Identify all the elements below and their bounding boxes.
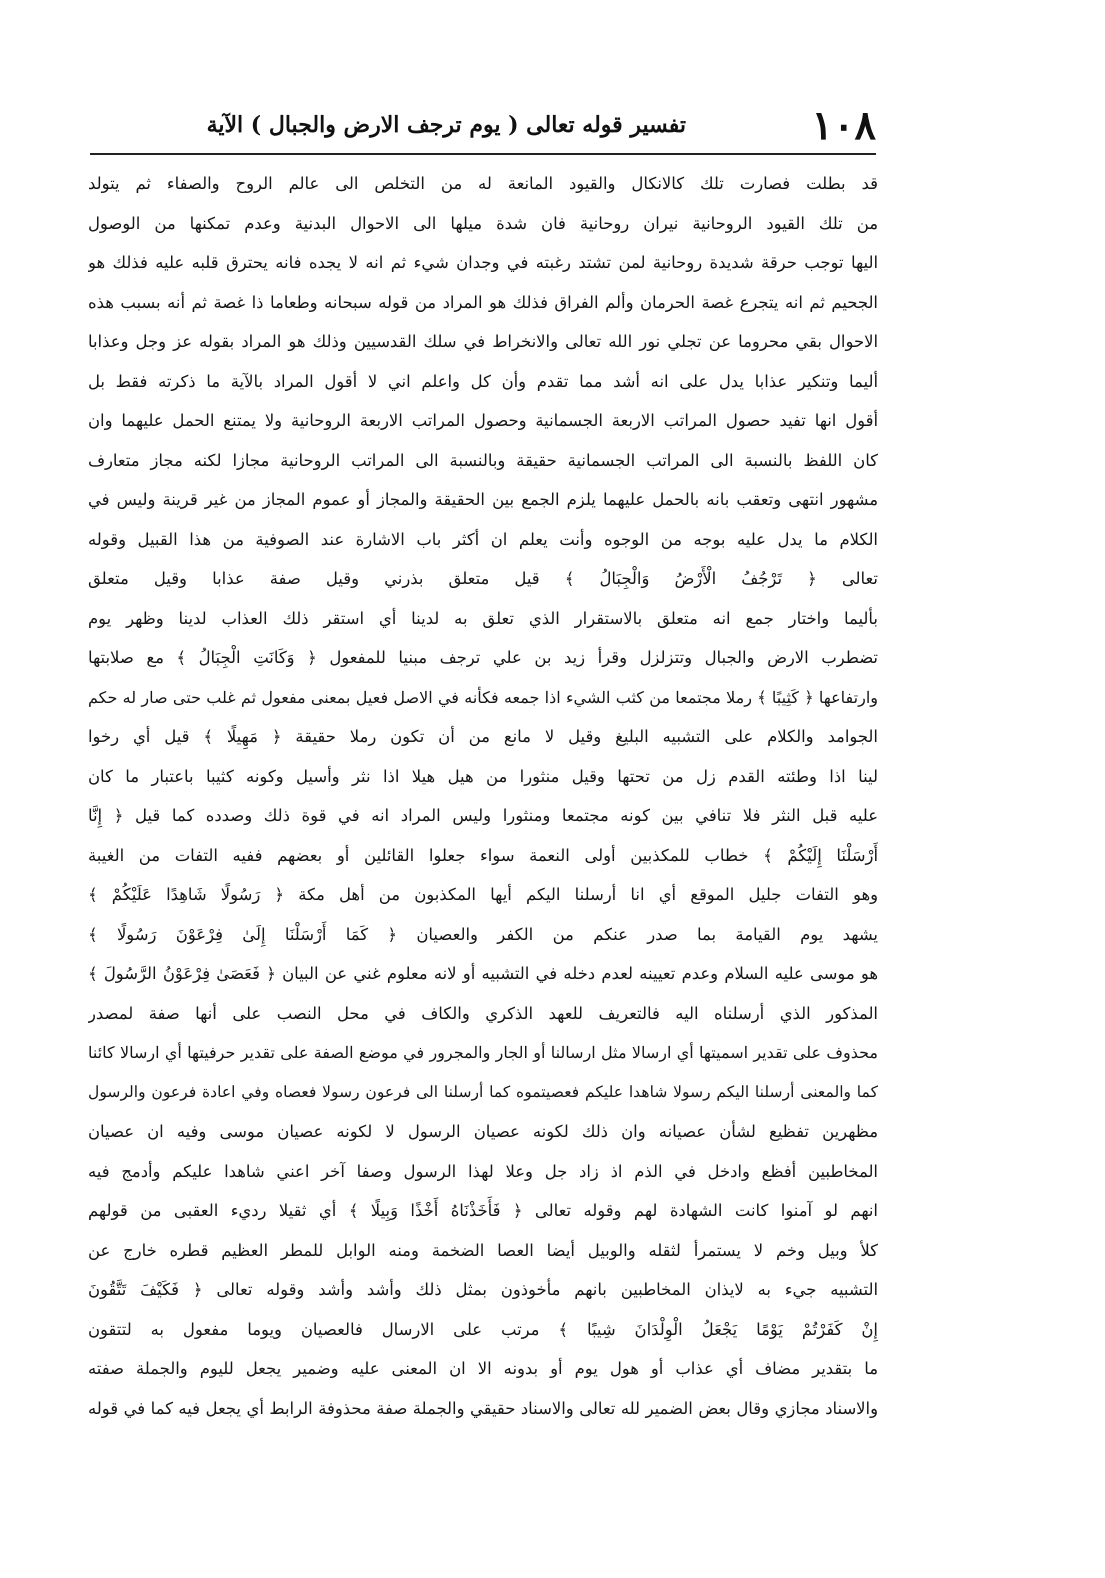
text-line: كما والمعنى أرسلنا اليكم رسولا شاهدا عليكم فعصيتموه كما أرسلنا الى فرعون رسولا فعصاه وفي اعادة فرعون والرسول xyxy=(88,1082,878,1101)
text-line: بأليما واختار جمع انه متعلق بالاستقرار الذي تعلق به لدينا أي استقر ذلك العذاب لدينا وظهر يوم xyxy=(88,608,878,628)
text-line: الجحيم ثم انه يتجرع غصة الحرمان وألم الفراق فذلك هو المراد من قوله سبحانه وطعاما ذا غصة ثم أنه بسبب هذه xyxy=(88,292,878,312)
text-line: المخاطبين أفظع وادخل في الذم اذ زاد جل وعلا لهذا الرسول وصفا آخر اعني شاهدا عليكم وأدمج فيه xyxy=(88,1161,878,1181)
body-text xyxy=(88,164,878,1428)
page-number: ١٠٨ xyxy=(811,102,876,149)
text-line: الجوامد والكلام على التشبيه البليغ وقيل لا مانع من أن تكون رملا حقيقة ﴿ مَهِيلًا ﴾ قيل أي رخوا xyxy=(88,727,878,746)
text-line: إِنْ كَفَرْتُمْ يَوْمًا يَجْعَلُ الْوِلْدَانَ شِيبًا ﴾ مرتب على الارسال فالعصيان ويوما مفعول به لتتقون xyxy=(88,1319,878,1339)
text-line: كلأ وبيل وخم لا يستمرأ لثقله والوبيل أيضا العصا الضخمة ومنه الوابل للمطر العظيم قطره خارج عن xyxy=(88,1240,878,1260)
text-line: أليما وتنكير عذابا يدل على انه أشد مما تقدم وأن كل واعلم اني لا أقول المراد بالآية ما ذكرته فقط بل xyxy=(88,371,878,391)
text-line: هو موسى عليه السلام وعدم تعيينه لعدم دخله في التشبيه أو لانه معلوم غني عن البيان ﴿ فَعَصَىٰ فِرْعَوْنُ الرَّسُولَ ﴾ xyxy=(88,964,878,983)
text-line: وارتفاعها ﴿ كَثِيبًا ﴾ رملا مجتمعا من كثب الشيء اذا جمعه فكأنه في الاصل فعيل بمعنى مفعول ثم غلب حتى صار له حكم xyxy=(88,687,878,707)
text-line: المذكور الذي أرسلناه اليه فالتعريف للعهد الذكري والكاف في محل النصب على أنها صفة لمصدر xyxy=(88,1003,878,1023)
text-line: لينا اذا وطئته القدم زل من تحتها وقيل منثورا من هيل هيلا اذا نثر وأسيل وكونه كثيبا باعتبار ما كان xyxy=(88,766,878,786)
text-line: أقول انها تفيد حصول المراتب الاربعة الجسمانية وحصول المراتب الاربعة الروحانية ولا يمتنع الحمل عليهما وان xyxy=(88,411,878,430)
text-line: مشهور انتهى وتعقب بانه بالحمل عليهما يلزم الجمع بين الحقيقة والمجاز أو عموم المجاز من غير قرينة وليس في xyxy=(88,490,878,509)
text-line: ما بتقدير مضاف أي عذاب أو هول يوم أو بدونه الا ان المعنى عليه وضمير يجعل لليوم والجملة صفته xyxy=(88,1359,878,1378)
text-line: وهو التفات جليل الموقع أي انا أرسلنا اليكم أيها المكذبون من أهل مكة ﴿ رَسُولًا شَاهِدًا عَلَيْكُمْ ﴾ xyxy=(88,885,878,904)
text-line: انهم لو آمنوا كانت الشهادة لهم وقوله تعالى ﴿ فَأَخَذْنَاهُ أَخْذًا وَبِيلًا ﴾ أي ثقيلا رديء العقبى من قولهم xyxy=(88,1201,878,1220)
text-line: الكلام ما يدل عليه بوجه من الوجوه وأنت يعلم ان أكثر باب الاشارة عند الصوفية من هذا القبيل وقوله xyxy=(88,529,878,549)
running-title: تفسير قوله تعالى ( يوم ترجف الارض والجبال ) الآية xyxy=(206,112,686,138)
text-line: مظهرين تفظيع لشأن عصيانه وان ذلك لكونه عصيان الرسول لا لكونه عصيان موسى وفيه ان عصيان xyxy=(88,1122,878,1141)
page-header xyxy=(90,96,876,156)
text-line: كان اللفظ بالنسبة الى المراتب الجسمانية حقيقة وبالنسبة الى المراتب الروحانية مجازا لكنه مجاز متعارف xyxy=(88,450,878,470)
text-line: قد بطلت فصارت تلك كالانكال والقيود المانعة له من التخلص الى عالم الروح والصفاء ثم يتولد xyxy=(88,174,878,193)
text-line: أَرْسَلْنَا إِلَيْكُمْ ﴾ خطاب للمكذبين أولى النعمة سواء جعلوا القائلين أو بعضهم ففيه التفات من الغيبة xyxy=(88,845,878,865)
text-line: محذوف على تقدير اسميتها أي ارسالا مثل ارسالنا أو الجار والمجرور في موضع الصفة على تقدير حرفيتها أي ارسالا كائنا xyxy=(88,1043,878,1062)
text-line: الاحوال بقي محروما عن تجلي نور الله تعالى والانخراط في سلك القدسيين وذلك هو المراد بقوله عز وجل وعذابا xyxy=(88,332,878,351)
text-line: من تلك القيود الروحانية نيران روحانية فان شدة ميلها الى الاحوال البدنية وعدم تمكنها من الوصول xyxy=(88,213,878,233)
text-line: عليه قبل النثر فلا تنافي بين كونه مجتمعا ومنثورا وليس المراد انه في قوة ذلك وصدده كما قيل ﴿ إِنَّا xyxy=(88,806,878,825)
text-line: يشهد يوم القيامة بما صدر عنكم من الكفر والعصيان ﴿ كَمَا أَرْسَلْنَا إِلَىٰ فِرْعَوْنَ رَسُولًا ﴾ xyxy=(88,924,878,944)
text-line: تضطرب الارض والجبال وتتزلزل وقرأ زيد بن علي ترجف مبنيا للمفعول ﴿ وَكَانَتِ الْجِبَالُ ﴾ مع صلابتها xyxy=(88,648,878,667)
text-line: والاسناد مجازي وقال بعض الضمير لله تعالى والاسناد حقيقي والجملة صفة محذوفة الرابط أي يجعل فيه كما في قوله xyxy=(88,1398,878,1418)
text-line: التشبيه جيء به لايذان المخاطبين بانهم مأخوذون بمثل ذلك وأشد وأشد وقوله تعالى ﴿ فَكَيْفَ تَتَّقُونَ xyxy=(88,1280,878,1299)
text-line: تعالى ﴿ تَرْجُفُ الْأَرْضُ وَالْجِبَالُ ﴾ قيل متعلق بذرني وقيل صفة عذابا وقيل متعلق xyxy=(88,569,878,588)
text-line: اليها توجب حرقة شديدة روحانية لمن تشتد رغبته في وجدان شيء ثم انه لا يجده فانه يحترق قلبه عليه فذلك هو xyxy=(88,253,878,272)
header-divider xyxy=(90,153,876,155)
